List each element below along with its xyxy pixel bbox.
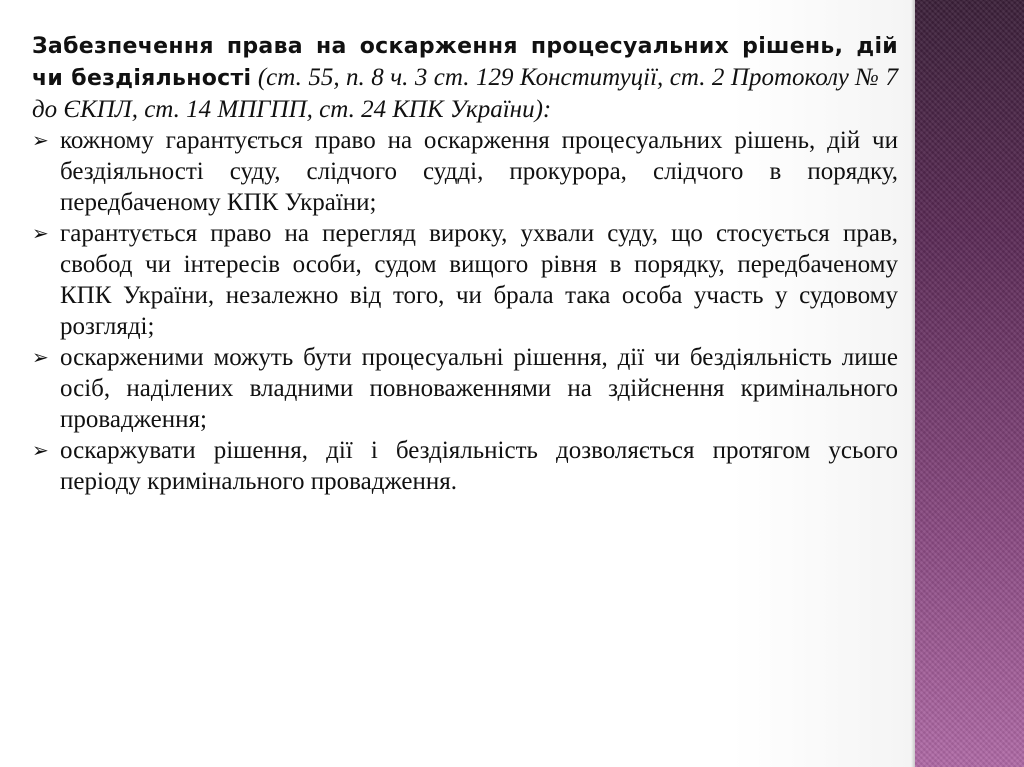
arrow-bullet-icon: ➢ <box>32 345 49 369</box>
intro-paragraph <box>32 30 898 125</box>
intro-heading: Забезпечення права на оскарження процесуальних рішень, дій чи бездіяльності <box>32 34 898 91</box>
arrow-bullet-icon: ➢ <box>32 221 49 245</box>
list-item <box>32 218 898 342</box>
intro-legal-references: (ст. 55, п. 8 ч. 3 ст. 129 Конституції, ст. 2 Протоколу № 7 до ЄКПЛ, ст. 14 МПГПП, ст. 24 КПК України): <box>32 64 898 123</box>
list-item <box>32 435 898 497</box>
bullet-text: оскаржувати рішення, дії і бездіяльність дозволяється протягом усього періоду кримінального провадження. <box>60 437 898 495</box>
list-item <box>32 342 898 435</box>
arrow-bullet-icon: ➢ <box>32 438 49 462</box>
list-item <box>32 125 898 218</box>
decorative-side-band <box>915 0 1024 767</box>
bullet-text: оскарженими можуть бути процесуальні рішення, дії чи бездіяльність лише осіб, наділених владними повноваженнями на здійснення кримінального провадження; <box>60 344 898 433</box>
bullet-list <box>32 125 898 497</box>
bullet-text: кожному гарантується право на оскарження процесуальних рішень, дій чи бездіяльності суду, слідчого судді, прокурора, слідчого в порядку, передбаченому КПК України; <box>60 127 898 216</box>
slide-content <box>32 30 898 497</box>
arrow-bullet-icon: ➢ <box>32 128 49 152</box>
bullet-text: гарантується право на перегляд вироку, ухвали суду, що стосується прав, свобод чи інтересів особи, судом вищого рівня в порядку, передбаченому КПК України, незалежно від того, чи брала така особа участь у судовому розгляді; <box>60 220 898 340</box>
